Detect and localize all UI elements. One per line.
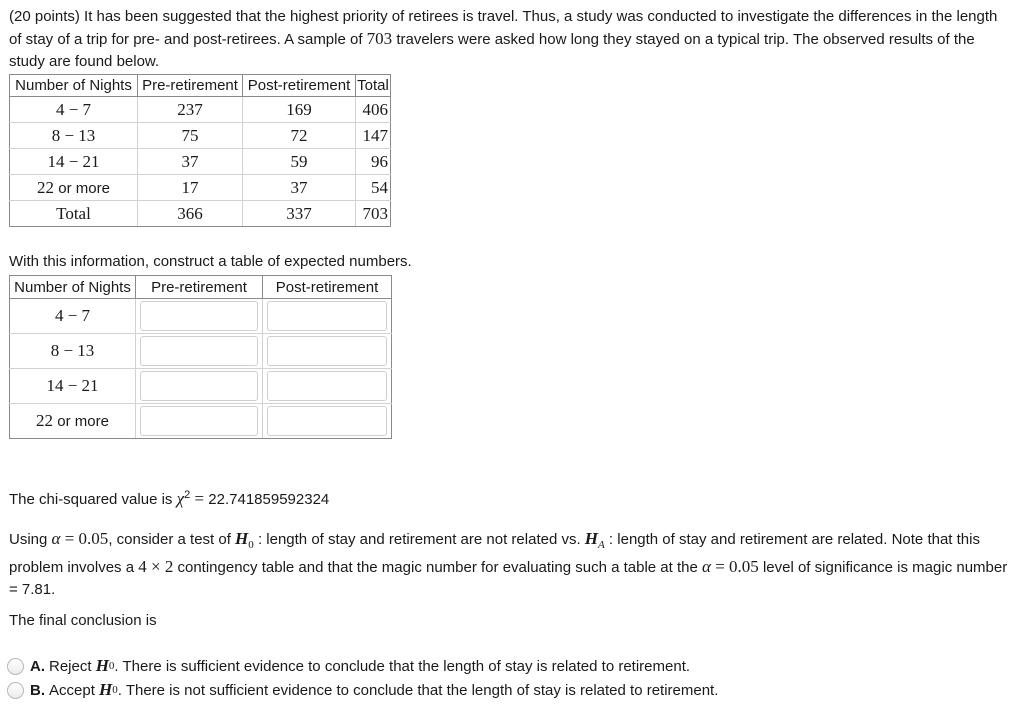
conclusion-label: The final conclusion is [9,612,157,629]
test-text-6: level of significance is magic number = 7.81. [9,559,1008,598]
test-text-2: , consider a test of [108,531,236,548]
nights-cell [10,404,136,439]
table-row [10,175,391,201]
option-text: . There is not sufficient evidence to conclude that the length of stay is related to retirement. [117,681,719,699]
header-post: Post-retirement [243,75,356,97]
chi-exponent: 2 [184,489,191,501]
nights-value: 22 [37,177,55,197]
alpha-value-2: = 0.05 [710,557,759,576]
chi-symbol: χ [176,489,185,508]
test-text-3: : length of stay and retirement are not related vs. [253,531,585,548]
table-row [10,97,391,123]
pre-total: 366 [138,201,243,227]
post-cell: 72 [243,123,356,149]
h0-symbol: H [235,529,249,548]
pre-cell: 75 [138,123,243,149]
header-pre: Pre-retirement [138,75,243,97]
test-text-1: Using [9,531,52,548]
expected-post-input-3[interactable] [267,371,387,401]
nights-value: 22 [36,411,54,430]
option-b[interactable] [7,680,718,700]
total-label: Total [10,201,138,227]
table-row [10,299,392,334]
post-cell [263,404,392,439]
h0-subscript: 0 [108,660,115,672]
nights-cell: 8 − 13 [10,334,136,369]
question-text [9,6,1013,73]
ha-subscript: A [598,539,605,551]
header-nights: Number of Nights [10,276,136,299]
pre-cell: 237 [138,97,243,123]
radio-icon[interactable] [7,658,24,675]
expected-pre-input-4[interactable] [140,406,258,436]
test-text-4: : length of stay and retirement are related. Note that this problem involves a [9,531,980,576]
expected-post-input-1[interactable] [267,301,387,331]
h0-symbol: H [99,680,113,699]
table-row [10,404,392,439]
table-row [10,149,391,175]
nights-cell: 14 − 21 [10,149,138,175]
pre-cell [136,299,263,334]
post-cell [263,369,392,404]
intro-text-a: It has been suggested that the highest priority of retirees is travel. Thus, a study was conducted to investigate the differences in the length of stay of a trip for pre- and post-retirees. A sample of [9,8,998,48]
h0-subscript: 0 [112,684,118,696]
nights-cell: 4 − 7 [10,97,138,123]
radio-icon[interactable] [7,682,24,699]
option-pre: Accept [49,681,100,699]
header-total: Total [356,75,391,97]
alpha-value: = 0.05 [60,529,109,548]
h0-symbol: H [95,656,109,675]
total-cell: 147 [356,123,391,149]
pre-cell: 37 [138,149,243,175]
nights-cell: 4 − 7 [10,299,136,334]
observed-table [9,74,391,227]
chi-squared-line [9,489,329,509]
total-row [10,201,391,227]
post-cell [263,299,392,334]
expected-pre-input-3[interactable] [140,371,258,401]
option-letter: B. [30,681,45,699]
header-nights: Number of Nights [10,75,138,97]
nights-cell [10,175,138,201]
intro-text-b: travelers were asked how long they stayed on a typical trip. The observed results of the study are found below. [9,31,975,70]
observed-header-row [10,75,391,97]
chi-label: The chi-squared value is [9,491,177,508]
table-row [10,334,392,369]
nights-cell: 14 − 21 [10,369,136,404]
header-post: Post-retirement [263,276,392,299]
test-text-5: contingency table and that the magic number for evaluating such a table at the [173,559,702,576]
chi-equals: = [190,489,209,508]
table-row [10,123,391,149]
total-cell: 406 [356,97,391,123]
option-letter: A. [30,657,45,675]
pre-cell [136,369,263,404]
total-cell: 96 [356,149,391,175]
or-more-label: or more [58,179,110,197]
chi-value: 22.741859592324 [208,491,330,508]
post-cell [263,334,392,369]
expected-post-input-4[interactable] [267,406,387,436]
pre-cell [136,334,263,369]
nights-cell: 8 − 13 [10,123,138,149]
option-text: . There is sufficient evidence to conclude that the length of stay is related to retirement. [114,657,691,675]
ha-symbol: H [584,529,599,548]
table-row [10,369,392,404]
total-cell: 54 [356,175,391,201]
hypothesis-text [9,528,1013,601]
alpha-symbol-2: α [702,557,711,576]
table-dims: 4 × 2 [138,557,174,576]
expected-pre-input-2[interactable] [140,336,258,366]
header-pre: Pre-retirement [136,276,263,299]
post-total: 337 [243,201,356,227]
h0-subscript: 0 [248,539,254,551]
expected-pre-input-1[interactable] [140,301,258,331]
option-pre: Reject [49,657,96,675]
expected-table [9,275,392,439]
pre-cell [136,404,263,439]
expected-post-input-2[interactable] [267,336,387,366]
post-cell: 59 [243,149,356,175]
sample-size: 703 [366,29,393,48]
option-a[interactable] [7,656,690,676]
alpha-symbol: α [51,529,61,548]
grand-total: 703 [356,201,391,227]
expected-header-row [10,276,392,299]
post-cell: 169 [243,97,356,123]
pre-cell: 17 [138,175,243,201]
or-more-label: or more [57,413,109,430]
points-label: (20 points) [9,8,80,25]
expected-instruction: With this information, construct a table of expected numbers. [9,253,412,270]
post-cell: 37 [243,175,356,201]
